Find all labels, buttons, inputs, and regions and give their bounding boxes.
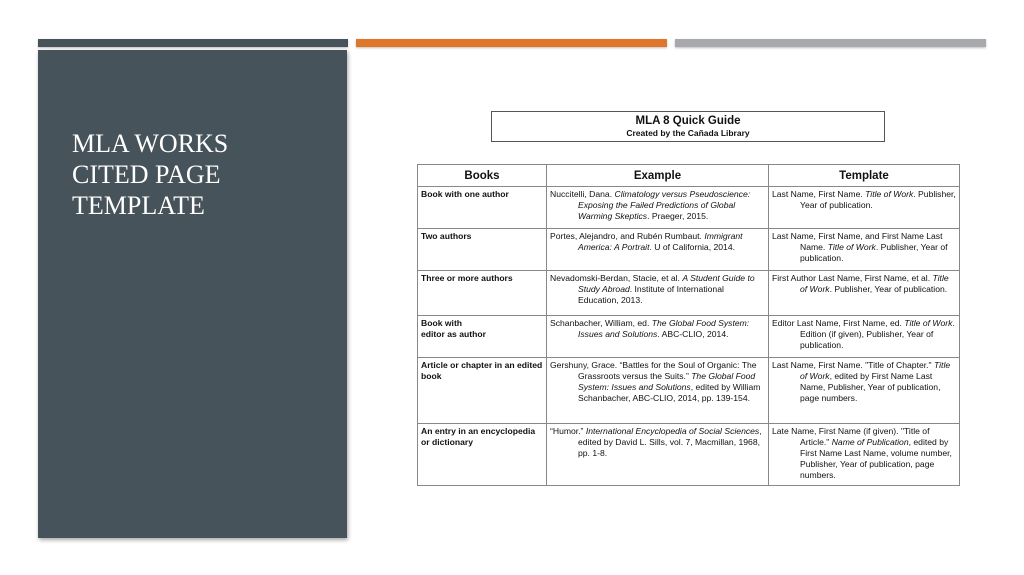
citation-text: Late Name, First Name (if given). "Title of Article.": [772, 426, 930, 447]
example-citation: [550, 189, 765, 222]
italic-title: The Global Food System: Issues and Solutions: [578, 318, 750, 339]
title-panel: [38, 50, 347, 538]
template-citation: [772, 318, 956, 351]
example-citation: [550, 426, 765, 459]
citation-text: , edited by David L. Sills, vol. 7, Macmillan, 1968, pp. 1-8.: [578, 426, 762, 458]
source-type-cell: Three or more authors: [418, 271, 547, 316]
column-header-books: Books: [418, 165, 547, 187]
citation-text: Nevadomski-Berdan, Stacie, et al.: [550, 273, 683, 283]
column-header-template: Template: [769, 165, 960, 187]
accent-bar-orange: [356, 39, 667, 47]
accent-bar-dark: [38, 39, 348, 47]
quick-guide-subtitle: Created by the Cañada Library: [626, 128, 750, 138]
table-row: [418, 229, 960, 271]
citation-text: , edited by First Name Last Name, Publisher, Year of publication, page numbers.: [800, 371, 941, 403]
italic-title: Name of Publication: [831, 437, 909, 447]
example-citation: [550, 360, 765, 404]
citation-text: Gershuny, Grace. “Battles for the Soul of Organic: The Grassroots versus the Suits.”: [550, 360, 757, 381]
italic-title: Title of Work: [865, 189, 914, 199]
template-cell: [769, 316, 960, 358]
template-citation: [772, 231, 956, 264]
example-citation: [550, 318, 765, 340]
table-row: [418, 424, 960, 486]
example-cell: [547, 358, 769, 424]
italic-title: International Encyclopedia of Social Sciences: [585, 426, 760, 436]
italic-title: Title of Work: [827, 242, 876, 252]
source-type-cell: Article or chapter in an edited book: [418, 358, 547, 424]
citation-text: . Edition (if given), Publisher, Year of publication.: [800, 318, 955, 350]
italic-title: Title of Work: [800, 360, 951, 381]
source-type-cell: An entry in an encyclopedia or dictionary: [418, 424, 547, 486]
citation-text: . Publisher, Year of publication.: [829, 284, 948, 294]
citation-text: . ABC-CLIO, 2014.: [657, 329, 729, 339]
example-cell: [547, 187, 769, 229]
example-cell: [547, 229, 769, 271]
italic-title: Climatology versus Pseudoscience: Exposing the Failed Predictions of Global Warming Skeptics: [578, 189, 751, 221]
table-row: [418, 316, 960, 358]
citation-text: “Humor.”: [550, 426, 586, 436]
citation-text: Schanbacher, William, ed.: [550, 318, 652, 328]
citation-text: Editor Last Name, First Name, ed.: [772, 318, 905, 328]
citation-text: . Institute of International Education, 2013.: [578, 284, 724, 305]
italic-title: Title of Work: [800, 273, 949, 294]
template-cell: [769, 358, 960, 424]
slide-title: MLA WORKS CITED PAGE TEMPLATE: [72, 129, 229, 220]
citation-text: . Praeger, 2015.: [647, 211, 709, 221]
template-citation: [772, 273, 956, 295]
example-cell: [547, 271, 769, 316]
citation-text: . U of California, 2014.: [649, 242, 735, 252]
italic-title: A Student Guide to Study Abroad: [578, 273, 755, 294]
quick-guide-title: MLA 8 Quick Guide: [635, 115, 741, 127]
example-citation: [550, 231, 765, 253]
citation-text: , edited by William Schanbacher, ABC-CLIO, 2014, pp. 139-154.: [578, 382, 761, 403]
italic-title: The Global Food System: Issues and Solutions: [578, 371, 756, 392]
example-citation: [550, 273, 765, 306]
template-cell: [769, 187, 960, 229]
example-cell: [547, 316, 769, 358]
template-cell: [769, 424, 960, 486]
column-header-example: Example: [547, 165, 769, 187]
citation-text: , edited by First Name Last Name, volume number, Publisher, Year of publication, page numbers.: [800, 437, 952, 480]
source-type-cell: Two authors: [418, 229, 547, 271]
table-row: [418, 187, 960, 229]
template-citation: [772, 189, 956, 211]
citation-text: . Publisher, Year of publication.: [800, 189, 956, 210]
accent-bar-gray: [675, 39, 986, 47]
table-row: [418, 358, 960, 424]
template-citation: [772, 360, 956, 404]
template-cell: [769, 271, 960, 316]
italic-title: Immigrant America: A Portrait: [578, 231, 743, 252]
table-header-row: [418, 165, 960, 187]
citation-text: Nuccitelli, Dana.: [550, 189, 615, 199]
template-cell: [769, 229, 960, 271]
citation-text: First Author Last Name, First Name, et al.: [772, 273, 933, 283]
table-row: [418, 271, 960, 316]
mla-citation-table: [417, 164, 960, 486]
source-type-cell: Book with one author: [418, 187, 547, 229]
quick-guide-header: [491, 111, 885, 142]
citation-text: Last Name, First Name, and First Name Last Name.: [772, 231, 943, 252]
citation-text: . Publisher, Year of publication.: [800, 242, 948, 263]
example-cell: [547, 424, 769, 486]
template-citation: [772, 426, 956, 481]
italic-title: Title of Work: [904, 318, 953, 328]
citation-text: Portes, Alejandro, and Rubén Rumbaut.: [550, 231, 705, 241]
source-type-cell: Book with editor as author: [418, 316, 547, 358]
citation-text: Last Name, First Name.: [772, 189, 866, 199]
citation-text: Last Name, First Name. "Title of Chapter.": [772, 360, 934, 370]
